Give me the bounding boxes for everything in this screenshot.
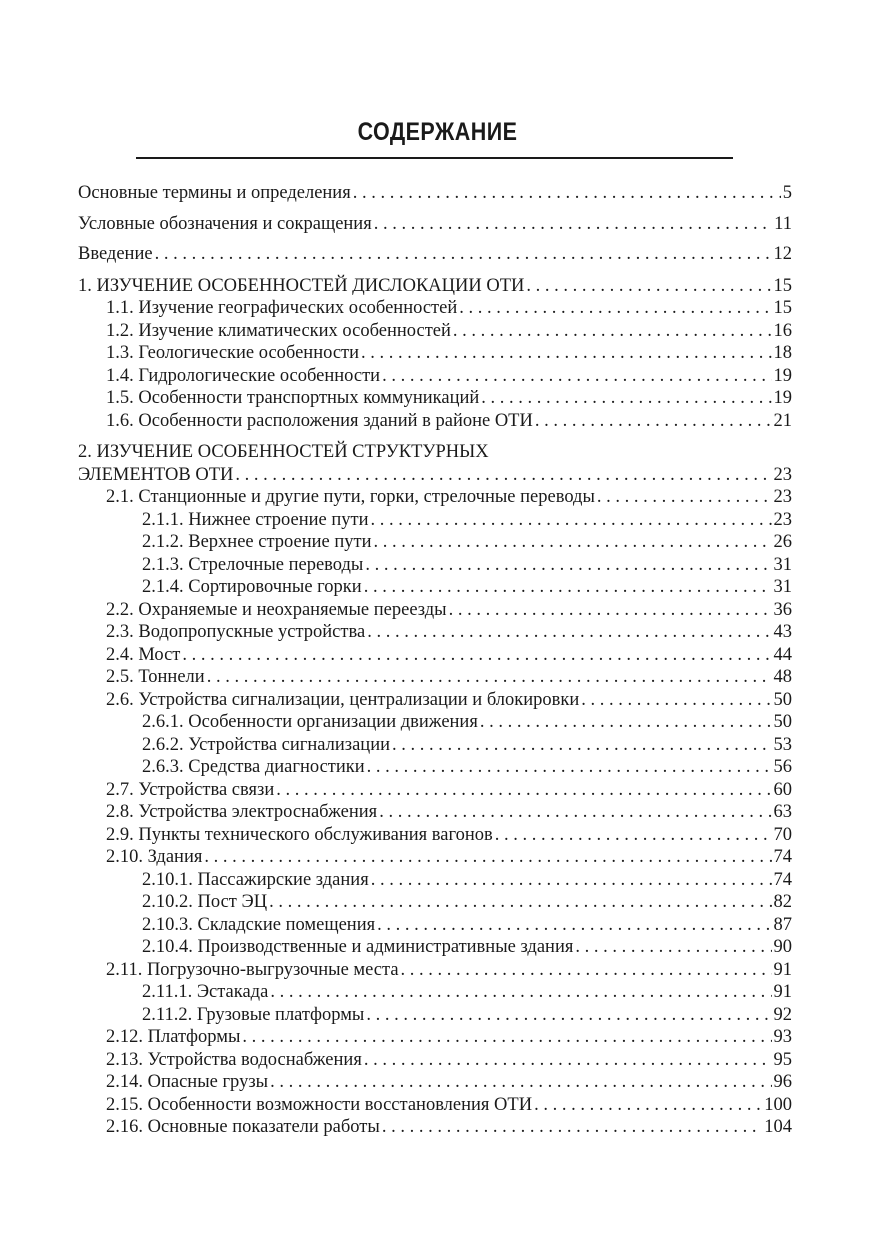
toc-page-number: 15 xyxy=(773,298,792,318)
toc-leader-dots xyxy=(382,365,771,388)
toc-entry-label: 2.1. Станционные и другие пути, горки, стрелочные переводы xyxy=(106,487,595,507)
toc-page-number: 43 xyxy=(773,622,792,642)
toc-page-number: 36 xyxy=(773,599,792,620)
toc-entry-label: 1.6. Особенности расположения зданий в районе ОТИ xyxy=(106,410,533,431)
toc-page-number: 92 xyxy=(773,1004,792,1025)
toc-leader-dots xyxy=(597,486,772,509)
toc-page-number: 104 xyxy=(764,1117,792,1137)
toc-page-number: 70 xyxy=(773,824,792,845)
toc-leader-dots xyxy=(453,320,772,343)
toc-entry[interactable] xyxy=(78,320,792,343)
toc-entry[interactable] xyxy=(78,1116,792,1139)
toc-entry[interactable] xyxy=(78,666,792,689)
toc-entry-label: 1.3. Геологические особенности xyxy=(106,343,360,363)
toc-leader-dots xyxy=(207,666,772,689)
toc-page-number: 23 xyxy=(773,487,792,507)
toc-leader-dots xyxy=(575,936,771,959)
table-of-contents xyxy=(78,182,792,1139)
toc-leader-dots xyxy=(270,1071,771,1094)
title-underline xyxy=(136,157,733,159)
toc-entry[interactable] xyxy=(78,1004,792,1027)
toc-entry-label: 2.10.4. Производственные и административные здания xyxy=(142,937,574,957)
toc-page-number: 5 xyxy=(782,183,792,203)
toc-entry-label: 2.11.2. Грузовые платформы xyxy=(142,1004,365,1025)
toc-section-2[interactable] xyxy=(78,464,792,487)
toc-entry-label: 2.6.2. Устройства сигнализации xyxy=(142,734,390,755)
toc-entry-label: 2.9. Пункты технического обслуживания вагонов xyxy=(106,824,493,845)
toc-entry[interactable] xyxy=(78,824,792,847)
toc-page-number: 100 xyxy=(764,1094,792,1115)
toc-entry-label: 2.6.3. Средства диагностики xyxy=(142,757,365,777)
toc-leader-dots xyxy=(449,599,772,622)
toc-page-number: 50 xyxy=(773,712,792,732)
toc-entry[interactable] xyxy=(78,1094,792,1117)
toc-leader-dots xyxy=(270,981,771,1004)
toc-entry[interactable] xyxy=(78,531,792,554)
toc-page-number: 63 xyxy=(773,802,792,822)
toc-entry-label: 2.10.1. Пассажирские здания xyxy=(142,869,369,890)
toc-leader-dots xyxy=(374,213,772,236)
toc-page-number: 91 xyxy=(773,959,792,980)
toc-section-1-items xyxy=(78,297,792,432)
toc-leader-dots xyxy=(370,509,771,532)
toc-leader-dots xyxy=(361,342,771,365)
toc-entry[interactable] xyxy=(78,846,792,869)
toc-entry-introduction[interactable] xyxy=(78,243,792,266)
toc-page-number: 50 xyxy=(773,689,792,710)
toc-entry[interactable] xyxy=(78,410,792,433)
page-title: СОДЕРЖАНИЕ xyxy=(357,118,518,146)
toc-page-number: 21 xyxy=(773,410,792,431)
toc-entry-label: 2.6. Устройства сигнализации, централизации и блокировки xyxy=(106,689,580,710)
toc-entry-terms[interactable] xyxy=(78,182,792,205)
toc-leader-dots xyxy=(204,846,771,869)
toc-leader-dots xyxy=(382,1116,762,1139)
toc-entry-label: 2.10.2. Пост ЭЦ xyxy=(142,892,268,912)
toc-leader-dots xyxy=(364,576,772,599)
toc-page-number: 44 xyxy=(773,644,792,665)
toc-page-number: 96 xyxy=(773,1072,792,1092)
toc-leader-dots xyxy=(401,959,772,982)
toc-entry-label: 2.14. Опасные грузы xyxy=(106,1072,269,1092)
toc-entry[interactable] xyxy=(78,936,792,959)
toc-entry[interactable] xyxy=(78,914,792,937)
toc-entry[interactable] xyxy=(78,554,792,577)
toc-leader-dots xyxy=(392,734,772,757)
toc-entry[interactable] xyxy=(78,869,792,892)
toc-page-number: 95 xyxy=(773,1049,792,1070)
toc-leader-dots xyxy=(459,297,771,320)
toc-leader-dots xyxy=(182,644,771,667)
toc-page-number: 23 xyxy=(773,464,792,485)
toc-entry[interactable] xyxy=(78,365,792,388)
toc-entry-label: 2.2. Охраняемые и неохраняемые переезды xyxy=(106,599,447,620)
toc-leader-dots xyxy=(526,275,771,298)
toc-entry-label: 2.8. Устройства электроснабжения xyxy=(106,802,378,822)
toc-section-2-items xyxy=(78,486,792,1139)
toc-leader-dots xyxy=(367,756,772,779)
toc-entry[interactable] xyxy=(78,734,792,757)
toc-leader-dots xyxy=(367,621,771,644)
toc-page-number: 74 xyxy=(773,869,792,890)
toc-section-1[interactable] xyxy=(78,275,792,298)
toc-page-number: 15 xyxy=(773,275,792,296)
toc-entry-label: 2.10. Здания xyxy=(106,847,203,867)
toc-entry-label: 2.12. Платформы xyxy=(106,1027,241,1047)
toc-page-number: 11 xyxy=(774,213,792,234)
toc-entry[interactable] xyxy=(78,644,792,667)
toc-page-number: 93 xyxy=(773,1027,792,1047)
toc-entry[interactable] xyxy=(78,891,792,914)
toc-page-number: 56 xyxy=(773,757,792,777)
toc-page-number: 31 xyxy=(773,577,792,597)
toc-leader-dots xyxy=(366,1004,771,1027)
toc-entry-label: 2.13. Устройства водоснабжения xyxy=(106,1049,362,1070)
toc-entry-label: Условные обозначения и сокращения xyxy=(78,213,372,234)
toc-entry[interactable] xyxy=(78,486,792,509)
toc-page-number: 19 xyxy=(773,365,792,386)
toc-page-number: 60 xyxy=(773,779,792,800)
toc-section-2-heading: 2. ИЗУЧЕНИЕ ОСОБЕННОСТЕЙ СТРУКТУРНЫХ xyxy=(78,442,489,462)
toc-entry[interactable] xyxy=(78,801,792,824)
toc-page-number: 87 xyxy=(773,914,792,935)
toc-page-number: 12 xyxy=(773,244,792,264)
toc-page-number: 18 xyxy=(773,343,792,363)
toc-entry[interactable] xyxy=(78,779,792,802)
toc-page-number: 82 xyxy=(773,892,792,912)
toc-entry-label: 2.5. Тоннели xyxy=(106,667,205,687)
toc-entry[interactable] xyxy=(78,959,792,982)
toc-entry-label: 2.1.2. Верхнее строение пути xyxy=(142,532,372,552)
toc-entry-label: 2.3. Водопропускные устройства xyxy=(106,622,366,642)
toc-page-number: 48 xyxy=(773,667,792,687)
toc-leader-dots xyxy=(377,914,771,937)
toc-leader-dots xyxy=(242,1026,771,1049)
toc-entry[interactable] xyxy=(78,711,792,734)
toc-entry-label: 2.1.3. Стрелочные переводы xyxy=(142,554,364,575)
toc-entry[interactable] xyxy=(78,297,792,320)
toc-entry-label: 2.4. Мост xyxy=(106,644,181,665)
toc-leader-dots xyxy=(480,711,772,734)
toc-leader-dots xyxy=(481,387,771,410)
toc-entry[interactable] xyxy=(78,509,792,532)
toc-entry[interactable] xyxy=(78,599,792,622)
toc-leader-dots xyxy=(379,801,771,824)
toc-entry-label: 2.16. Основные показатели работы xyxy=(106,1117,380,1137)
toc-entry-label: 2.11.1. Эстакада xyxy=(142,982,269,1002)
toc-entry[interactable] xyxy=(78,689,792,712)
toc-entry-label: 2.1.1. Нижнее строение пути xyxy=(142,509,369,530)
toc-entry-label: 2.15. Особенности возможности восстановления ОТИ xyxy=(106,1094,533,1115)
toc-section-label: ЭЛЕМЕНТОВ ОТИ xyxy=(78,464,234,485)
toc-leader-dots xyxy=(534,1094,762,1117)
toc-entry-label: 2.11. Погрузочно-выгрузочные места xyxy=(106,959,399,980)
toc-entry[interactable] xyxy=(78,576,792,599)
toc-leader-dots xyxy=(276,779,771,802)
toc-page-number: 74 xyxy=(773,847,792,867)
toc-entry-label: Введение xyxy=(78,244,153,264)
toc-leader-dots xyxy=(364,1049,772,1072)
toc-leader-dots xyxy=(371,869,772,892)
toc-entry[interactable] xyxy=(78,756,792,779)
toc-page-number: 26 xyxy=(773,532,792,552)
toc-entry-label: 1.2. Изучение климатических особенностей xyxy=(106,320,451,341)
toc-leader-dots xyxy=(365,554,771,577)
toc-entry[interactable] xyxy=(78,621,792,644)
toc-entry-label: 2.7. Устройства связи xyxy=(106,779,275,800)
toc-page-number: 90 xyxy=(773,937,792,957)
toc-leader-dots xyxy=(535,410,772,433)
toc-entry-label: 1.5. Особенности транспортных коммуникаций xyxy=(106,388,480,408)
toc-entry-label: Основные термины и определения xyxy=(78,183,351,203)
toc-page-number: 91 xyxy=(773,982,792,1002)
toc-entry-label: 1.4. Гидрологические особенности xyxy=(106,365,381,386)
toc-entry-label: 1.1. Изучение географических особенностей xyxy=(106,298,458,318)
toc-entry[interactable] xyxy=(78,981,792,1004)
toc-entry-label: 2.6.1. Особенности организации движения xyxy=(142,712,478,732)
toc-leader-dots xyxy=(353,182,781,205)
toc-leader-dots xyxy=(581,689,771,712)
toc-entry[interactable] xyxy=(78,387,792,410)
toc-leader-dots xyxy=(235,464,771,487)
toc-leader-dots xyxy=(495,824,772,847)
toc-entry-abbreviations[interactable] xyxy=(78,213,792,236)
toc-section-label: 1. ИЗУЧЕНИЕ ОСОБЕННОСТЕЙ ДИСЛОКАЦИИ ОТИ xyxy=(78,275,525,296)
toc-page-number: 53 xyxy=(773,734,792,755)
toc-entry-label: 2.10.3. Складские помещения xyxy=(142,914,376,935)
toc-leader-dots xyxy=(269,891,771,914)
toc-entry[interactable] xyxy=(78,342,792,365)
toc-leader-dots xyxy=(373,531,771,554)
toc-entry-label: 2.1.4. Сортировочные горки xyxy=(142,577,362,597)
toc-page-number: 23 xyxy=(773,509,792,530)
toc-entry[interactable] xyxy=(78,1049,792,1072)
toc-page-number: 31 xyxy=(773,554,792,575)
toc-leader-dots xyxy=(155,243,772,266)
toc-page-number: 19 xyxy=(773,388,792,408)
toc-page-number: 16 xyxy=(773,320,792,341)
toc-entry[interactable] xyxy=(78,1026,792,1049)
toc-entry[interactable] xyxy=(78,1071,792,1094)
